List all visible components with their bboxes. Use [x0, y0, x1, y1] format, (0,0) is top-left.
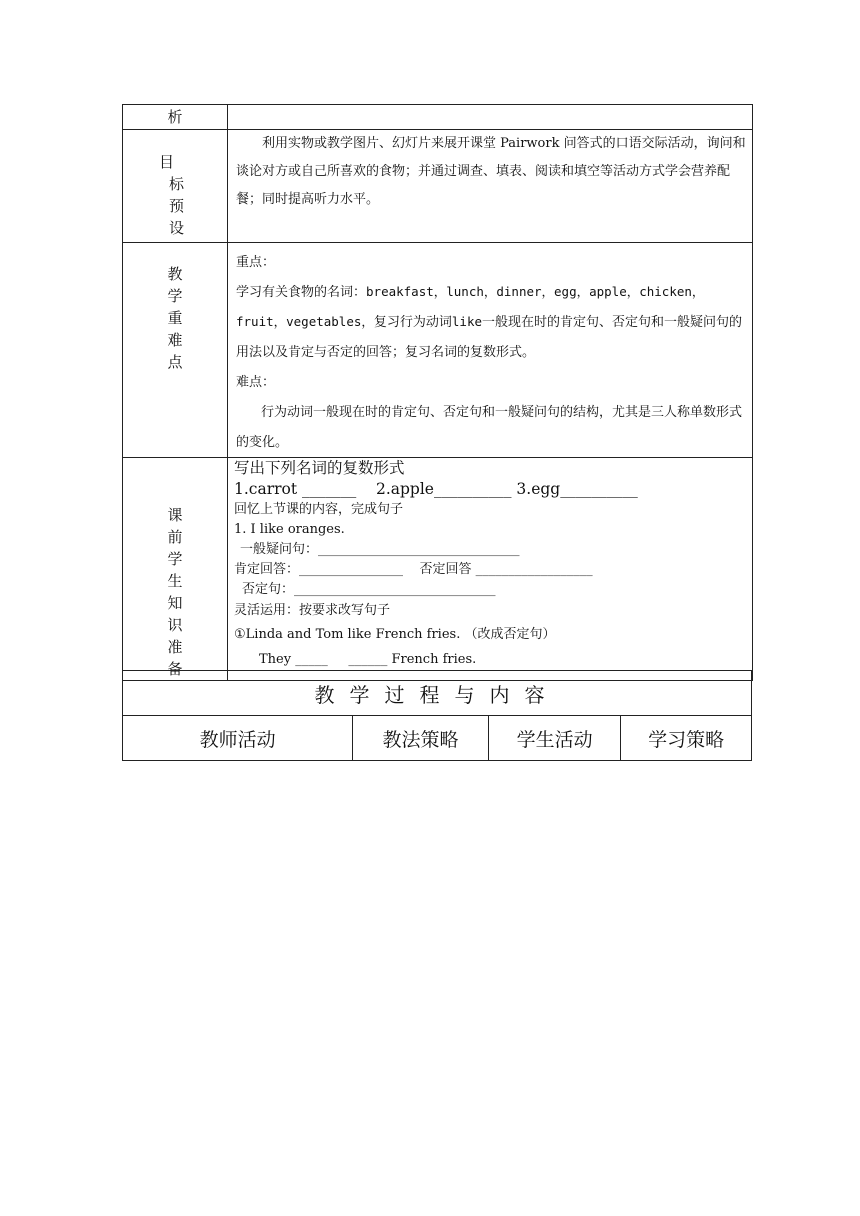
goals-label-char: 标	[169, 175, 185, 193]
process-header-row	[123, 716, 752, 761]
difficulty-title-text: 难点：	[236, 375, 276, 390]
goals-label-char: 目	[159, 153, 175, 171]
prep-line-9: ①Linda and Tom like French fries. （改成否定句）	[234, 627, 556, 642]
preparation-label-char: 学	[167, 550, 183, 568]
key-points-label-char: 重	[167, 309, 183, 327]
goals-label-char: 设	[169, 219, 185, 237]
preparation-label-char: 知	[167, 594, 183, 612]
prep-line-7: 否定句：_______________________________	[242, 582, 496, 597]
key-points-label-char: 教	[167, 265, 183, 283]
focus-prefix: 学习有关食物的名词：	[236, 285, 367, 300]
header-student-activity: 学生活动	[488, 716, 621, 761]
prep-line-3: 回忆上节课的内容，完成句子	[234, 502, 404, 517]
difficulty-title	[236, 367, 746, 397]
key-points-label-char: 学	[167, 287, 183, 305]
process-title-row	[123, 671, 752, 716]
focus-mid: 复习行为动词	[373, 315, 452, 330]
key-points-row	[123, 243, 753, 458]
focus-words: breakfast，lunch，dinner，egg，apple，chicken，fruit，vegetables，	[236, 284, 705, 329]
focus-like: like	[451, 314, 483, 329]
preparation-label-char: 识	[167, 616, 183, 634]
focus-text	[236, 277, 746, 367]
key-points-label	[123, 243, 228, 458]
goals-text: 利用实物或教学图片、幻灯片来展开课堂 Pairwork 问答式的口语交际活动，询问和谈论对方或自己所喜欢的食物；并通过调查、填表、阅读和填空等活动方式学会营养配餐；同时提高听力水平。	[236, 136, 746, 207]
header-teaching-strategy: 教法策略	[353, 716, 489, 761]
preparation-label-char: 准	[167, 638, 183, 656]
prep-line-4: 1. I like oranges.	[234, 522, 345, 537]
goals-row	[123, 130, 753, 243]
analysis-label-char: 析	[167, 108, 183, 126]
key-points-content	[228, 243, 753, 458]
preparation-content	[228, 458, 753, 681]
header-learning-strategy: 学习策略	[621, 716, 752, 761]
preparation-label	[123, 458, 228, 681]
key-points-label-char: 点	[167, 353, 183, 371]
prep-line-1: 写出下列名词的复数形式	[234, 459, 405, 477]
process-table	[122, 670, 752, 761]
prep-line-5: 一般疑问句：_______________________________	[240, 542, 520, 557]
preparation-label-char: 生	[167, 572, 183, 590]
analysis-content	[228, 105, 753, 130]
preparation-label-char: 备	[167, 660, 183, 678]
preparation-label-char: 课	[167, 506, 183, 524]
analysis-label	[123, 105, 228, 130]
focus-title-text: 重点：	[236, 255, 276, 270]
prep-line-6: 肯定回答：________________ 否定回答 __________________	[234, 562, 593, 577]
process-title: 教学过程与内容	[123, 671, 752, 716]
goals-label	[123, 130, 228, 243]
focus-suffix: 一般现在时的肯定句、否定句和一般疑问句的用法以及肯定与否定的回答；复习名词的复数形式。	[236, 315, 743, 360]
preparation-row	[123, 458, 753, 681]
header-teacher-activity: 教师活动	[123, 716, 353, 761]
prep-line-10: They _____ ______ French fries.	[259, 652, 477, 667]
lesson-plan-table	[122, 104, 753, 681]
difficulty-text	[236, 397, 746, 457]
analysis-row	[123, 105, 753, 130]
goals-label-char: 预	[169, 197, 185, 215]
key-points-label-char: 难	[167, 331, 183, 349]
difficulty-text-content: 行为动词一般现在时的肯定句、否定句和一般疑问句的结构，尤其是三人称单数形式的变化。	[236, 405, 743, 450]
preparation-label-char: 前	[167, 528, 183, 546]
prep-line-8: 灵活运用：按要求改写句子	[234, 603, 391, 618]
focus-title	[236, 247, 746, 277]
prep-line-2: 1.carrot _______ 2.apple__________ 3.egg__________	[234, 480, 638, 498]
goals-content	[228, 130, 753, 243]
